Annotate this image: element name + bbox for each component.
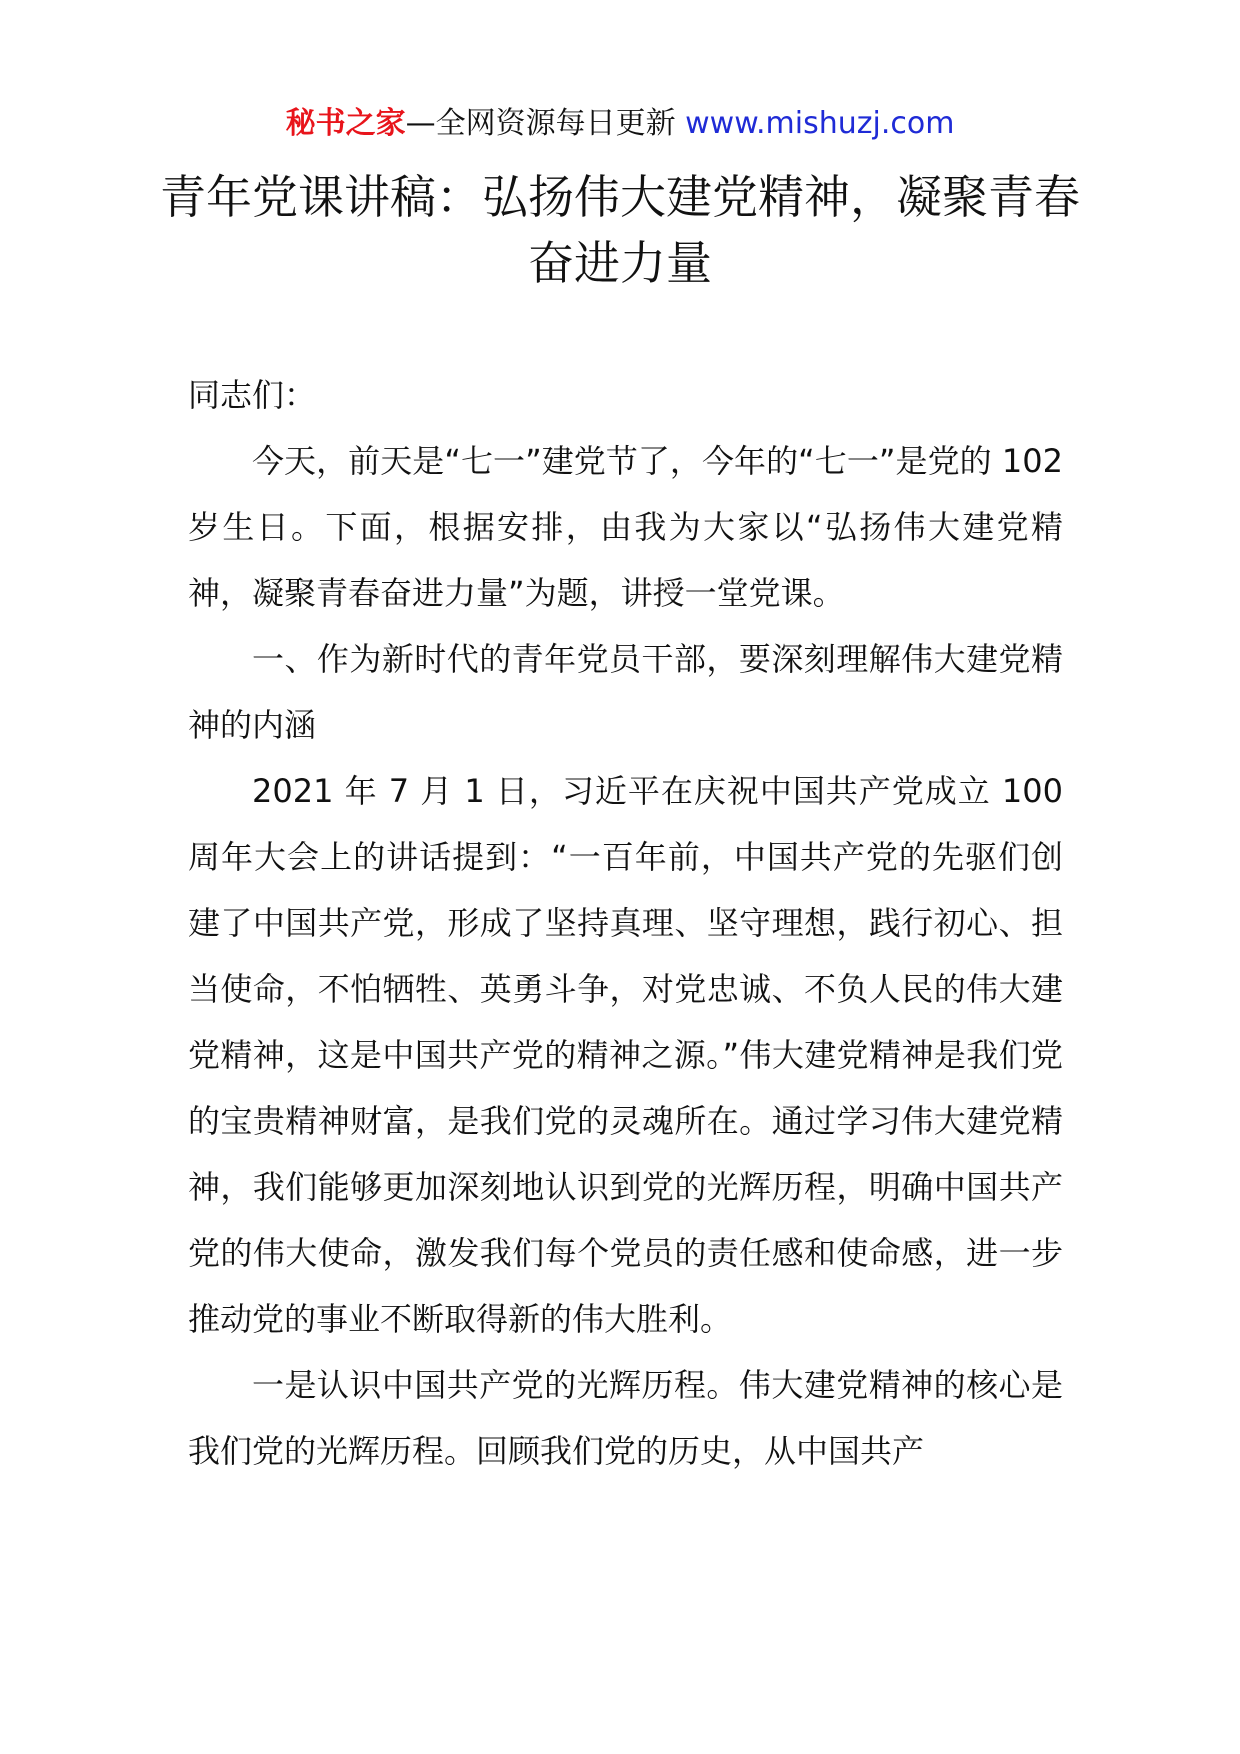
section-heading: 一、作为新时代的青年党员干部，要深刻理解伟大建党精神的内涵: [188, 640, 1063, 744]
site-header: [0, 104, 1240, 144]
site-url-link[interactable]: www.mishuzj.com: [685, 106, 955, 141]
header-tagline: —全网资源每日更新: [405, 106, 686, 141]
body-paragraph: 今天，前天是“七一”建党节了，今年的“七一”是党的 102 岁生日。下面，根据安排，由我为大家以“弘扬伟大建党精神，凝聚青春奋进力量”为题，讲授一堂党课。: [188, 442, 1063, 612]
document-title: 青年党课讲稿：弘扬伟大建党精神，凝聚青春奋进力量: [160, 170, 1080, 290]
body-paragraph: 一是认识中国共产党的光辉历程。伟大建党精神的核心是我们党的光辉历程。回顾我们党的历史，从中国共产: [188, 1366, 1063, 1470]
brand-name: 秘书之家: [285, 106, 406, 141]
body-paragraph: 2021 年 7 月 1 日，习近平在庆祝中国共产党成立 100 周年大会上的讲话提到：“一百年前，中国共产党的先驱们创建了中国共产党，形成了坚持真理、坚守理想，践行初心、担当使命，不怕牺牲、英勇斗争，对党忠诚、不负人民的伟大建党精神，这是中国共产党的精神之源。”伟大建党精神是我们党的宝贵精神财富，是我们党的灵魂所在。通过学习伟大建党精神，我们能够更加深刻地认识到党的光辉历程，明确中国共产党的伟大使命，激发我们每个党员的责任感和使命感，进一步推动党的事业不断取得新的伟大胜利。: [188, 772, 1063, 1338]
salutation: 同志们：: [188, 376, 317, 414]
document-body: [188, 362, 1063, 1484]
